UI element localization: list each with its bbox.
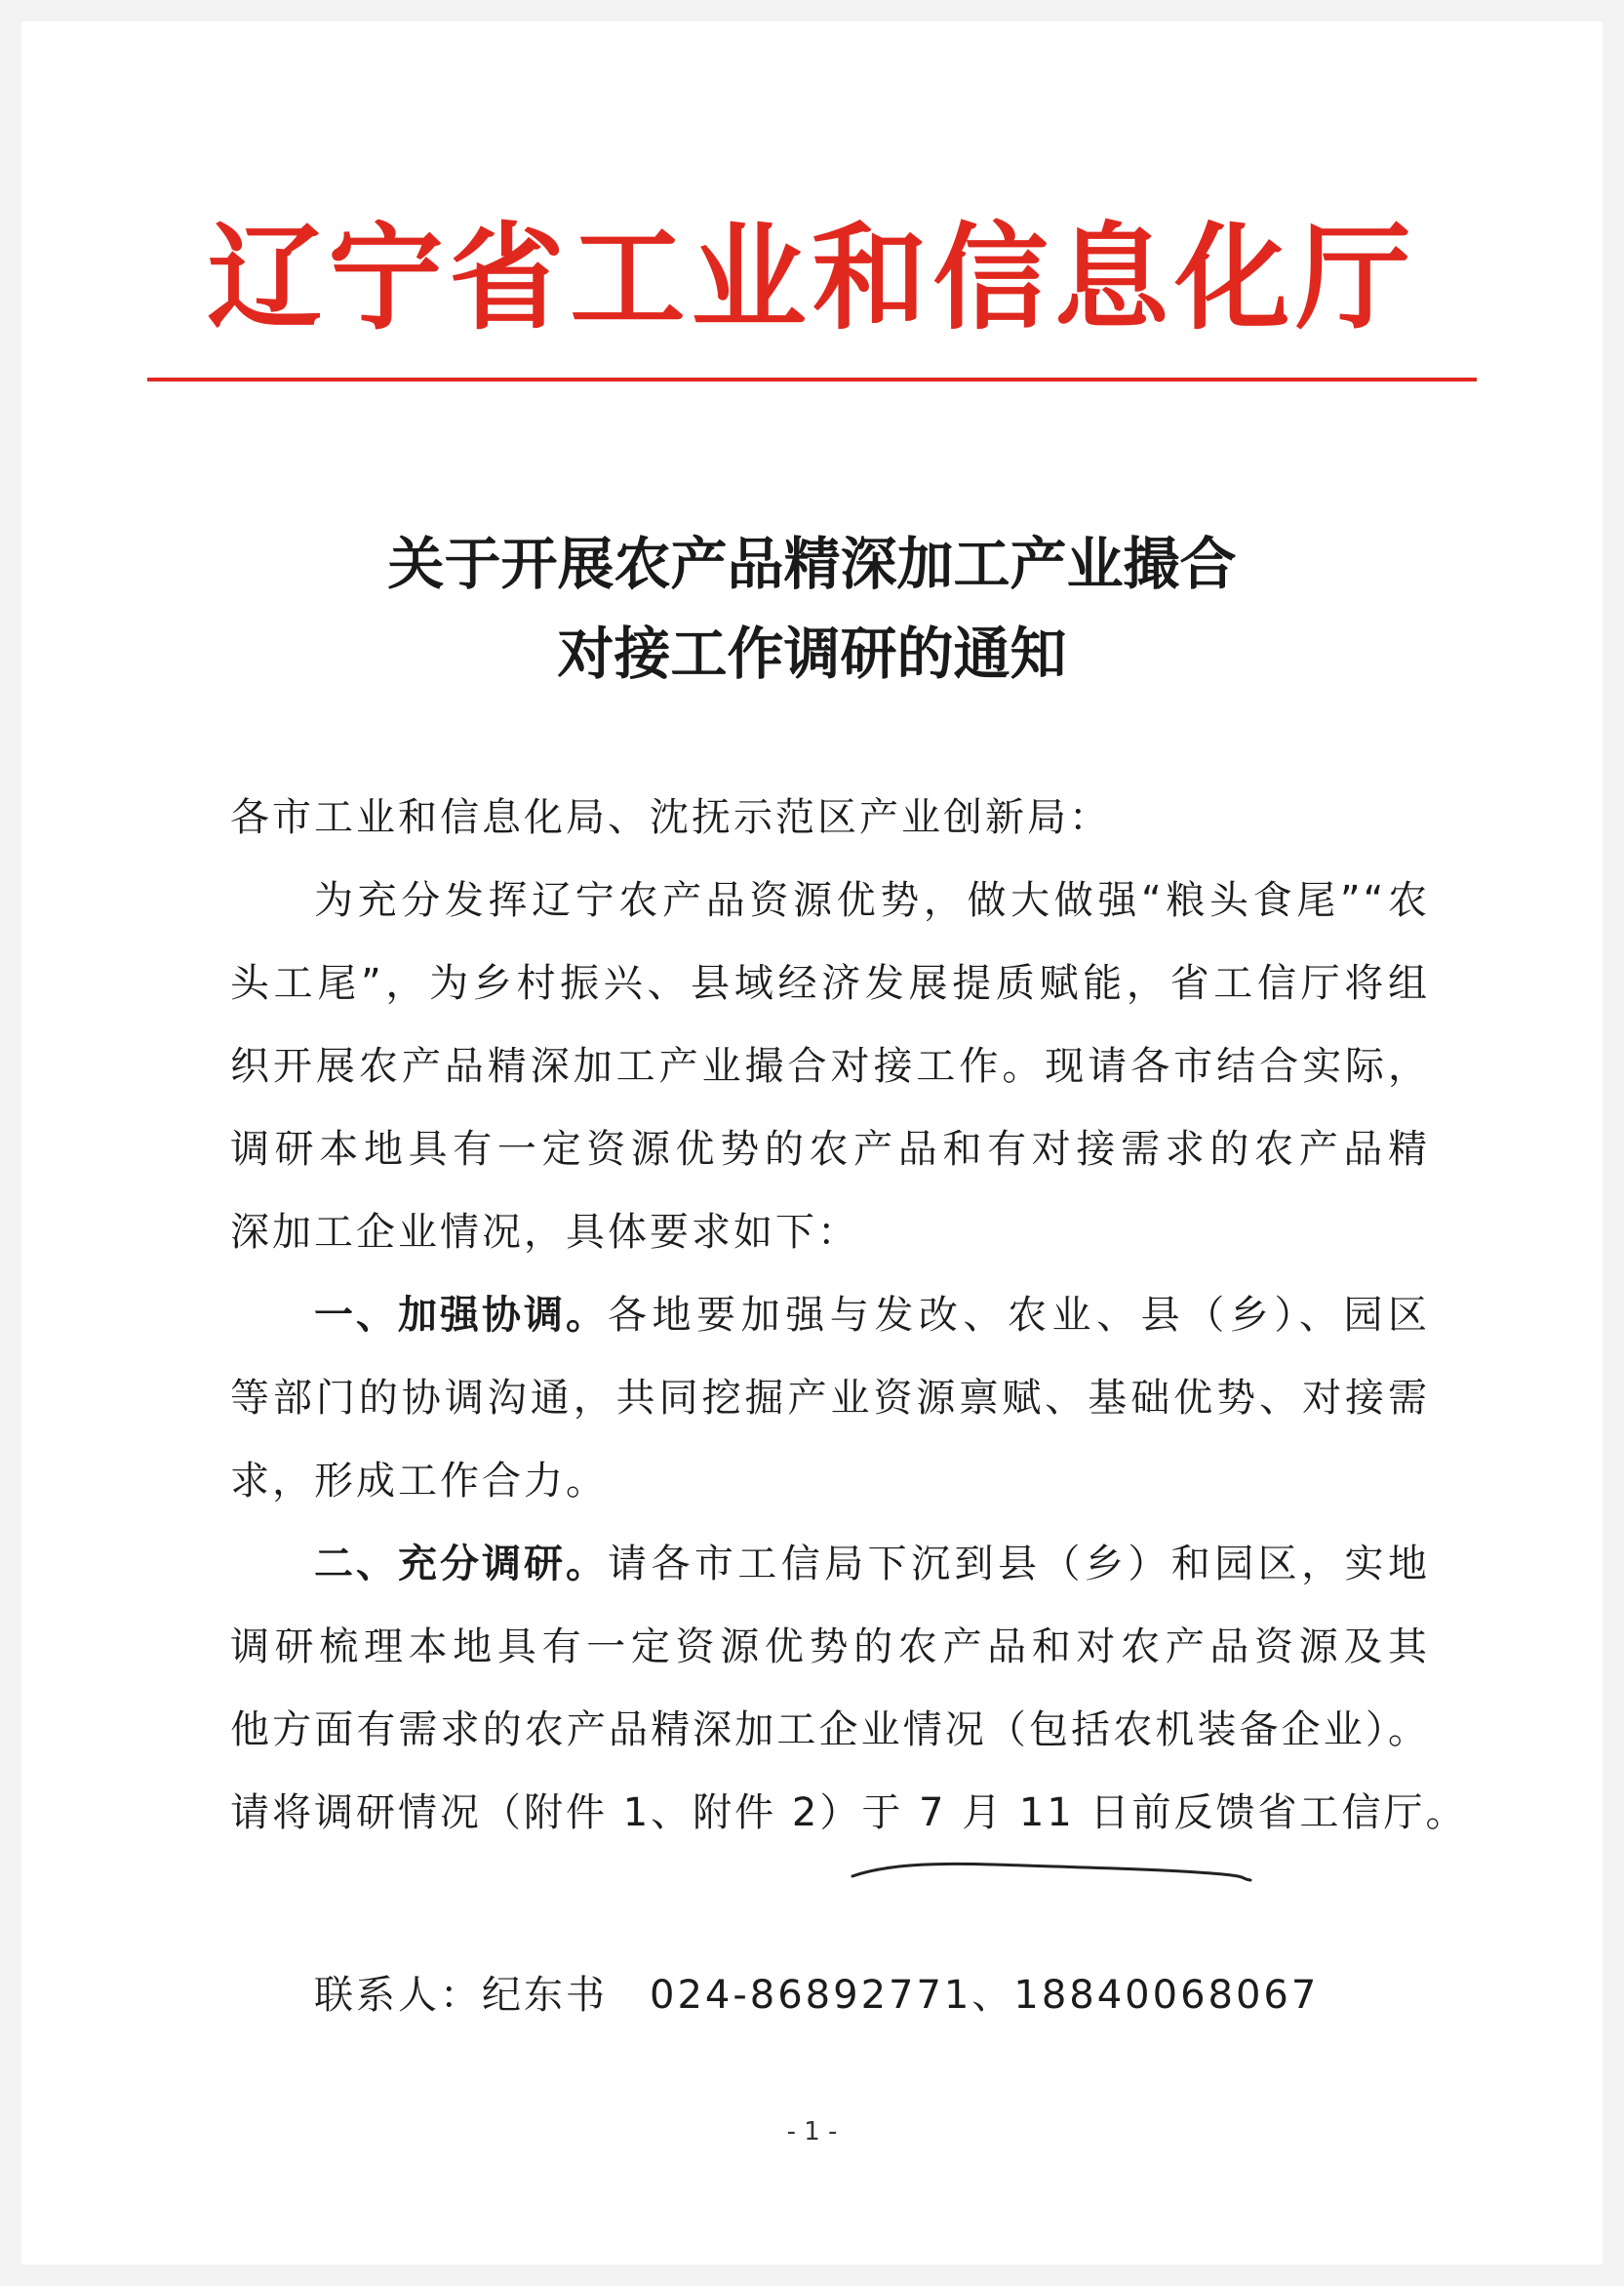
section-1-heading: 一、加强协调。 [314, 1293, 608, 1338]
section-1-line-2: 等部门的协调沟通，共同挖掘产业资源禀赋、基础优势、对接需 [230, 1376, 1430, 1421]
document-title-line-2: 对接工作调研的通知 [557, 621, 1067, 687]
section-1-line-3: 求，形成工作合力。 [230, 1459, 608, 1504]
intro-line-4: 调研本地具有一定资源优势的农产品和有对接需求的农产品精 [230, 1127, 1430, 1172]
section-2-heading: 二、充分调研。 [314, 1542, 608, 1586]
page-number: - 1 - [786, 2117, 838, 2146]
section-1-line-1: 各地要加强与发改、农业、县（乡）、园区 [608, 1293, 1430, 1338]
letterhead-org-name: 辽宁省工业和信息化厅 [207, 210, 1417, 345]
letterhead-red-rule [147, 378, 1477, 381]
section-2-line-1: 请各市工信局下沉到县（乡）和园区，实地 [608, 1542, 1430, 1586]
intro-line-1: 为充分发挥辽宁农产品资源优势，做大做强“粮头食尾”“农 [314, 878, 1430, 923]
section-2-line-3: 他方面有需求的农产品精深加工企业情况（包括农机装备企业）。 [230, 1707, 1430, 1752]
intro-line-3: 织开展农产品精深加工产业撮合对接工作。现请各市结合实际， [230, 1044, 1430, 1089]
section-2-first-line [314, 1535, 1430, 1593]
document-title-line-1: 关于开展农产品精深加工产业撮合 [387, 531, 1237, 597]
handwritten-underline-mark [847, 1849, 1256, 1898]
section-1-first-line [314, 1286, 1430, 1344]
section-2-line-4: 请将调研情况（附件 1、附件 2）于 7 月 11 日前反馈省工信厅。 [230, 1790, 1468, 1835]
salutation: 各市工业和信息化局、沈抚示范区产业创新局： [230, 795, 1111, 840]
contact-line: 联系人：纪东书 024-86892771、18840068067 [314, 1973, 1320, 2018]
intro-line-2: 头工尾”，为乡村振兴、县域经济发展提质赋能，省工信厅将组 [230, 961, 1430, 1006]
section-2-line-2: 调研梳理本地具有一定资源优势的农产品和对农产品资源及其 [230, 1624, 1430, 1669]
intro-line-5: 深加工企业情况，具体要求如下： [230, 1210, 859, 1255]
